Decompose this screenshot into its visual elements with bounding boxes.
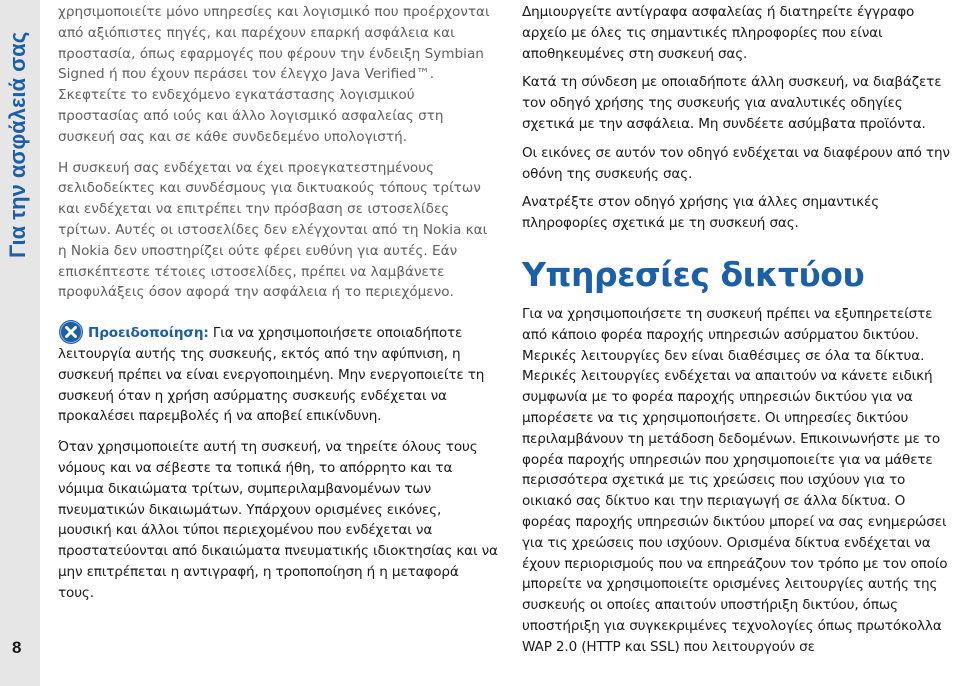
paragraph-network-services: Για να χρησιμοποιήσετε τη συσκευή πρέπει να εξυπηρετείστε από κάποιο φορέα παροχής υπηρεσιών ασύρματου δικτύου. Μερικές λειτουργίες δεν είναι διαθέσιμες σε όλα τα δίκτυα. Μερικές λειτουργίες ενδέχεται να απαιτούν να κάνετε ειδική συμφωνία με το φορέα παροχής υπηρεσιών δικτύου για να μπορέσετε να τις χρησιμοποιήσετε. Οι υπηρεσίες δικτύου περιλαμβάνουν τη μετάδοση δεδομένων. Επικοινωνήστε με το φορέα παροχής υπηρεσιών που χρησιμοποιείτε για να μάθετε περισσότερα σχετικά με τις χρεώσεις που ισχύουν για το οικιακό σας δίκτυο και την περιαγωγή σε άλλα δίκτυα. Ο φορέας παροχής υπηρεσιών δικτύου μπορεί να σας ενημερώσει για τις χρεώσεις που ισχύουν. Ορισμένα δίκτυα ενδέχεται να έχουν περιορισμούς που να επηρεάζουν τον τρόπο με τον οποίο μπορείτε να χρησιμοποιείτε ορισμένες λειτουργίες αυτής της συσκευής οι οποίες απαιτούν υποστήριξη δικτύου, όπως υποστήριξη για συγκεκριμένες τεχνολογίες όπως πρωτόκολλα WAP 2.0 (HTTP και SSL) που λειτουργούν σε: [522, 305, 948, 655]
paragraph-backup: Δημιουργείτε αντίγραφα ασφαλείας ή διατηρείτε έγγραφο αρχείο με όλες τις σημαντικές πληροφορίες που είναι αποθηκευμένες στη συσκευή σας.: [522, 4, 915, 62]
paragraph-third-party-sites: Η συσκευή σας ενδέχεται να έχει προεγκατεστημένους σελιδοδείκτες και συνδέσμους για δικτυακούς τόπους τρίτων και ενδέχεται να επιτρέπει την πρόσβαση σε ιστοσελίδες τρίτων. Αυτές οι ιστοσελίδες δεν ελέγχονται από τη Nokia και η Nokia δεν υποστηρίζει ούτε φέρει ευθύνη για αυτές. Εάν επισκέπτεστε τέτοιες ιστοσελίδες, πρέπει να λαμβάνετε προφυλάξεις όσον αφορά την ασφάλεια ή το περιεχόμενο.: [58, 159, 488, 301]
paragraph-laws-copyright: Όταν χρησιμοποιείτε αυτή τη συσκευή, να τηρείτε όλους τους νόμους και να σέβεστε τα τοπικά ήθη, το απόρρητο και τα νόμιμα δικαιώματα τρίτων, συμπεριλαμβανομένων των πνευματικών δικαιωμάτων. Υπάρχουν ορισμένες εικόνες, μουσική και άλλοι τύποι περιεχομένου που ενδέχεται να προστατεύονται από δικαιώματα πνευματικής ιδιοκτησίας και να μην επιτρέπεται η αντιγραφή, η τροποποίηση ή η μεταφορά τους.: [58, 439, 498, 601]
right-column: [522, 2, 954, 658]
section-title-vertical: Για την ασφάλειά σας: [5, 31, 30, 258]
sidebar: [0, 0, 40, 686]
page-number: 8: [12, 638, 22, 657]
paragraph-user-guide: Ανατρέξτε στον οδηγό χρήσης για άλλες σημαντικές πληροφορίες σχετικά με τη συσκευή σας.: [522, 194, 880, 232]
left-column: [58, 2, 498, 604]
warning-icon: [58, 319, 84, 345]
section-heading-network-services: Υπηρεσίες δικτύου: [522, 254, 865, 294]
warning-text: Για να χρησιμοποιήσετε οποιαδήποτε λειτουργία αυτής της συσκευής, εκτός από την αφύπνιση, η συσκευή πρέπει να είναι ενεργοποιημένη. Μην ενεργοποιείτε τη συσκευή όταν η χρήση ασύρματης συσκευής ενδέχεται να προκαλέσει παρεμβολές ή να αποβεί επικίνδυνη.: [58, 325, 485, 425]
warning-block: [58, 323, 498, 427]
warning-label: Προειδοποίηση:: [88, 325, 209, 342]
paragraph-trusted-sources: χρησιμοποιείτε μόνο υπηρεσίες και λογισμικό που προέρχονται από αξιόπιστες πηγές, και παρέχουν επαρκή ασφάλεια και προστασία, όπως εφαρμογές που φέρουν την ένδειξη Symbian Signed ή που έχουν περάσει τον έλεγχο Java Verified™. Σκεφτείτε το ενδεχόμενο εγκατάστασης λογισμικού προστασίας από ιούς και άλλο λογισμικό ασφαλείας στη συσκευή σας και σε κάθε συνδεδεμένο υπολογιστή.: [58, 4, 490, 145]
paragraph-connect-devices: Κατά τη σύνδεση με οποιαδήποτε άλλη συσκευή, να διαβάζετε τον οδηγό χρήσης της συσκευής για αναλυτικές οδηγίες σχετικά με την ασφάλεια. Μη συνδέετε ασύμβατα προϊόντα.: [522, 74, 942, 132]
paragraph-images-differ: Οι εικόνες σε αυτόν τον οδηγό ενδέχεται να διαφέρουν από την οθόνη της συσκευής σας.: [522, 144, 950, 182]
